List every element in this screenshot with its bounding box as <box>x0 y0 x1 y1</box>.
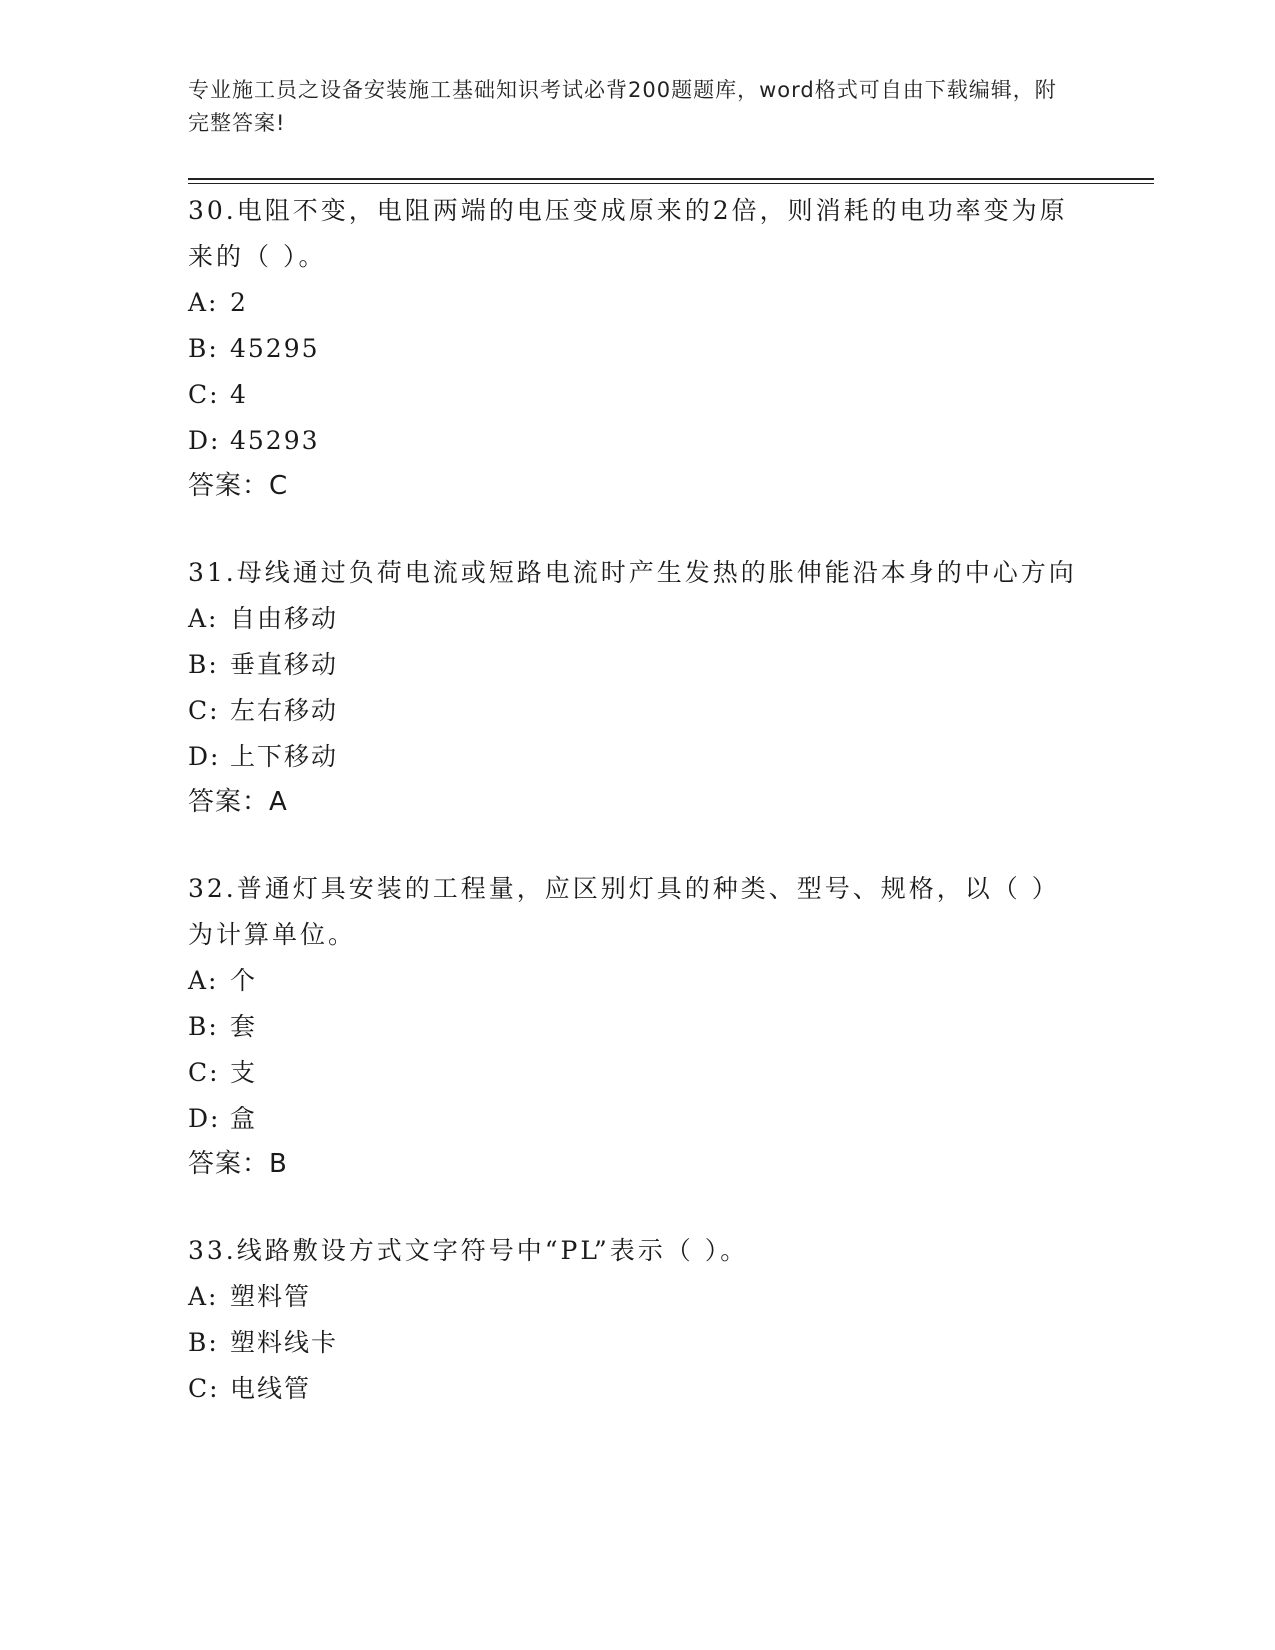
option-text: 45295 <box>230 334 320 363</box>
option-d <box>188 418 1088 464</box>
document-header: 专业施工员之设备安装施工基础知识考试必背200题题库，word格式可自由下载编辑，附完整答案! <box>188 78 1057 135</box>
option-text: 套 <box>230 1012 258 1041</box>
option-text: 支 <box>230 1058 258 1087</box>
question-list <box>188 188 1088 1412</box>
option-text: 盒 <box>230 1104 258 1133</box>
answer-line: 答案：A <box>188 787 288 817</box>
question-33 <box>188 1228 1088 1412</box>
question-text: 30.电阻不变，电阻两端的电压变成原来的2倍，则消耗的电功率变为原来的（ ）。 <box>188 196 1068 271</box>
option-text: 2 <box>230 288 248 317</box>
option-letter: C: <box>188 380 220 409</box>
option-text: 垂直移动 <box>230 650 339 679</box>
option-c <box>188 1050 1088 1096</box>
answer-line: 答案：C <box>188 471 289 501</box>
option-b <box>188 1320 1088 1366</box>
question-32 <box>188 866 1088 1186</box>
option-letter: D: <box>188 426 221 455</box>
option-d <box>188 734 1088 780</box>
option-b <box>188 1004 1088 1050</box>
option-a <box>188 280 1088 326</box>
option-text: 自由移动 <box>230 604 339 633</box>
question-text: 32.普通灯具安装的工程量，应区别灯具的种类、型号、规格，以（ ）为计算单位。 <box>188 874 1060 949</box>
option-text: 左右移动 <box>230 696 339 725</box>
option-d <box>188 1096 1088 1142</box>
option-letter: B: <box>188 1012 219 1041</box>
option-letter: A: <box>188 1282 219 1311</box>
option-b <box>188 326 1088 372</box>
option-b <box>188 642 1088 688</box>
option-c <box>188 1366 1088 1412</box>
question-31 <box>188 550 1088 824</box>
option-text: 上下移动 <box>230 742 339 771</box>
option-a <box>188 958 1088 1004</box>
option-letter: B: <box>188 650 219 679</box>
question-text: 33.线路敷设方式文字符号中“PL”表示（ ）。 <box>188 1236 749 1265</box>
option-letter: C: <box>188 1058 220 1087</box>
option-letter: D: <box>188 742 221 771</box>
header-divider-thick <box>188 178 1154 180</box>
option-letter: D: <box>188 1104 221 1133</box>
option-letter: C: <box>188 1374 220 1403</box>
option-letter: A: <box>188 604 219 633</box>
option-c <box>188 688 1088 734</box>
question-text: 31.母线通过负荷电流或短路电流时产生发热的胀伸能沿本身的中心方向 <box>188 558 1077 587</box>
option-c <box>188 372 1088 418</box>
option-letter: B: <box>188 1328 219 1357</box>
option-text: 个 <box>230 966 258 995</box>
option-a <box>188 1274 1088 1320</box>
header-divider-thin <box>188 183 1154 184</box>
option-text: 塑料线卡 <box>230 1328 339 1357</box>
option-a <box>188 596 1088 642</box>
option-text: 塑料管 <box>230 1282 312 1311</box>
option-letter: A: <box>188 288 219 317</box>
option-letter: A: <box>188 966 219 995</box>
option-letter: B: <box>188 334 219 363</box>
option-letter: C: <box>188 696 220 725</box>
option-text: 45293 <box>230 426 320 455</box>
question-30 <box>188 188 1088 508</box>
option-text: 4 <box>230 380 248 409</box>
option-text: 电线管 <box>230 1374 312 1403</box>
answer-line: 答案：B <box>188 1149 288 1179</box>
